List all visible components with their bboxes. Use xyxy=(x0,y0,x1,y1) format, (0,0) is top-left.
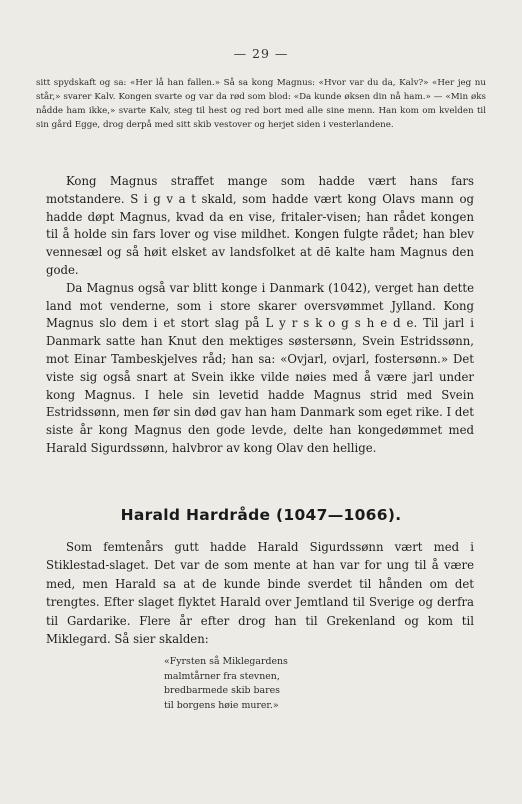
verse-line: malmtårner fra stevnen, xyxy=(164,670,280,682)
section-text xyxy=(46,538,474,648)
section-heading: Harald Hardråde (1047—1066). xyxy=(120,506,402,524)
footnote-block xyxy=(36,77,486,133)
footnote-text: sitt spydskaft og sa: «Her lå han fallen.» Så sa kong Magnus: «Hvor var du da, Kalv?» «Her jeg nu står,» svarer Kalv. Kongen svarte og var da rød som blod: «Da kunde øksen din nå ham.» — «Min øks nådde ham ikke,» svarte Kalv, steg til hest og red bort med alle sine menn. Han kom om kvelden til sin gård Egge, drog derpå med sitt skib vestover og herjet siden i vesterlandene. xyxy=(36,78,486,130)
verse-line: bredbarmede skib bares xyxy=(164,685,280,697)
page-number: — 29 — xyxy=(233,46,289,61)
verse-line: til borgens høie murer.» xyxy=(164,700,279,712)
verse-block xyxy=(164,655,288,714)
paragraph: Kong Magnus straffet mange som hadde vært hans fars motstandere. S i g v a t skald, som hadde vært kong Olavs mann og hadde døpt Magnus, kvad da en vise, fritaler-visen; han rådet kongen til å holde sin fars lover og vise mildhet. Kongen fulgte rådet; han blev vennesæl og så høit elsket av landsfolket at dē kalte ham Magnus den gode. xyxy=(46,174,474,277)
paragraph: Da Magnus også var blitt konge i Danmark (1042), verget han dette land mot venderne, som i store skarer oversvømmet Jylland. Kong Magnus slo dem i et stort slag på L y r s k o g s h e d e. Til jarl i Danmark satte han Knut den mektiges søstersønn, Svein Estridssønn, mot Einar Tambeskjelves råd; han sa: «Ovjarl, ovjarl, fostersønn.» Det viste sig også snart at Svein ikke vilde nøies med å være jarl under kong Magnus. I hele sin levetid hadde Magnus strid med Svein Estridssønn, men før sin død gav han ham Danmark som eget rike. I det siste år kong Magnus den gode levde, delte han kongedømmet med Harald Sigurdssønn, halvbror av kong Olav den hellige. xyxy=(46,280,474,455)
main-text xyxy=(46,173,474,458)
verse-line: «Fyrsten så Miklegardens xyxy=(164,656,288,667)
paragraph: Som femtenårs gutt hadde Harald Sigurdssønn vært med i Stiklestad-slaget. Det var de som mente at han var for ung til å være med, men Harald sa at de kunde binde sverdet til hånden om det trengtes. Efter slaget flyktet Harald over Jemtland til Sverige og derfra til Gardarike. Flere år efter drog han til Grekenland og kom til Miklegard. Så sier skalden: xyxy=(46,540,474,647)
